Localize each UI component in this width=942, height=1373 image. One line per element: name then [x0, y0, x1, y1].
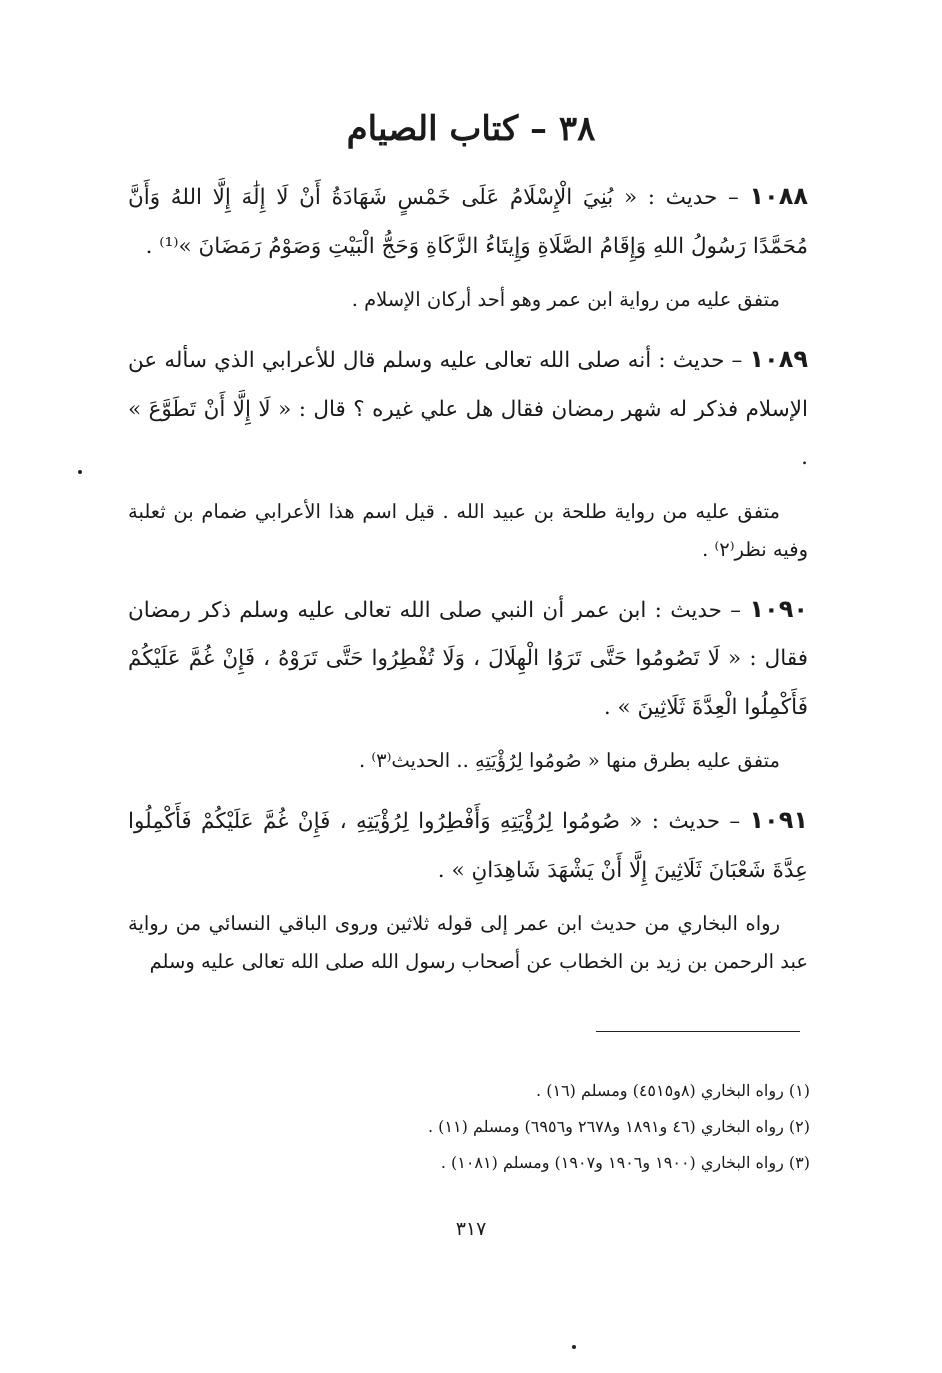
page-number: ٣١٧ — [455, 1218, 487, 1240]
scan-speck — [78, 470, 82, 474]
hadith-number: ١٠٨٩ — [749, 345, 808, 373]
hadith-1090 — [128, 585, 808, 733]
hadith-1088 — [128, 172, 808, 271]
footnote-1: (١) رواه البخاري (٨و٤٥١٥) ومسلم (١٦) . — [536, 1081, 810, 1100]
footnotes — [300, 1073, 810, 1181]
scan-speck — [572, 1345, 576, 1349]
hadith-1089 — [128, 335, 808, 483]
hadith-note: متفق عليه بطرق منها « صُومُوا لِرُؤْيَتِهِ .. الحديث⁽٣⁾ . — [358, 749, 780, 772]
chapter-title: ٣٨ – كتاب الصيام — [346, 109, 596, 149]
hadith-number: ١٠٩١ — [749, 806, 808, 834]
footnote-2: (٢) رواه البخاري (٤٦ و١٨٩١ و٢٦٧٨ و٦٩٥٦) ومسلم (١١) . — [428, 1117, 810, 1136]
hadith-note: متفق عليه من رواية طلحة بن عبيد الله . قيل اسم هذا الأعرابي ضمام بن ثعلبة وفيه نظر⁽٢⁾ . — [128, 499, 808, 561]
footnote-3: (٣) رواه البخاري (١٩٠٠ و١٩٠٦ و١٩٠٧) ومسلم (١٠٨١) . — [440, 1153, 810, 1172]
hadith-number: ١٠٩٠ — [749, 594, 808, 623]
hadith-note: رواه البخاري من حديث ابن عمر إلى قوله ثلاثين وروى الباقي النسائي من رواية عبد الرحمن بن زيد بن الخطاب عن أصحاب رسول الله صلى الله تعالى عليه وسلم — [128, 912, 808, 973]
hadith-number: ١٠٨٨ — [749, 182, 808, 210]
main-text — [128, 172, 808, 997]
hadith-text: – حديث : « بُنِيَ الْإِسْلَامُ عَلَى خَمْسٍ شَهَادَةُ أَنْ لَا إِلَٰهَ إِلَّا اللهُ وَأَنَّ مُحَمَّدًا رَسُولُ اللهِ وَإِقَامُ الصَّلَاةِ وَإِيتَاءُ الزَّكَاةِ وَحَجُّ الْبَيْتِ وَصَوْمُ رَمَضَانَ »⁽¹⁾ . — [128, 185, 808, 259]
hadith-note: متفق عليه من رواية ابن عمر وهو أحد أركان الإسلام . — [351, 288, 780, 311]
hadith-text: – حديث : أنه صلى الله تعالى عليه وسلم قال للأعرابي الذي سأله عن الإسلام فذكر له شهر رمضان فقال هل علي غيره ؟ قال : « لَا إِلَّا أَنْ تَطَوَّعَ » . — [128, 348, 808, 470]
hadith-text: – حديث : « صُومُوا لِرُؤْيَتِهِ وَأَفْطِرُوا لِرُؤْيَتِهِ ، فَإِنْ غُمَّ عَلَيْكُمْ فَأَكْمِلُوا عِدَّةَ شَعْبَانَ ثَلَاثِينَ إِلَّا أَنْ يَشْهَدَ شَاهِدَانِ » . — [128, 809, 808, 883]
hadith-text: – حديث : ابن عمر أن النبي صلى الله تعالى عليه وسلم ذكر رمضان فقال : « لَا تَصُومُوا حَتَّى تَرَوُا الْهِلَالَ ، وَلَا تُفْطِرُوا حَتَّى تَرَوْهُ ، فَإِنْ غُمَّ عَلَيْكُمْ فَأَكْمِلُوا الْعِدَّةَ ثَلَاثِينَ » . — [128, 597, 808, 720]
hadith-1091 — [128, 796, 808, 895]
footnote-divider — [596, 1031, 800, 1032]
